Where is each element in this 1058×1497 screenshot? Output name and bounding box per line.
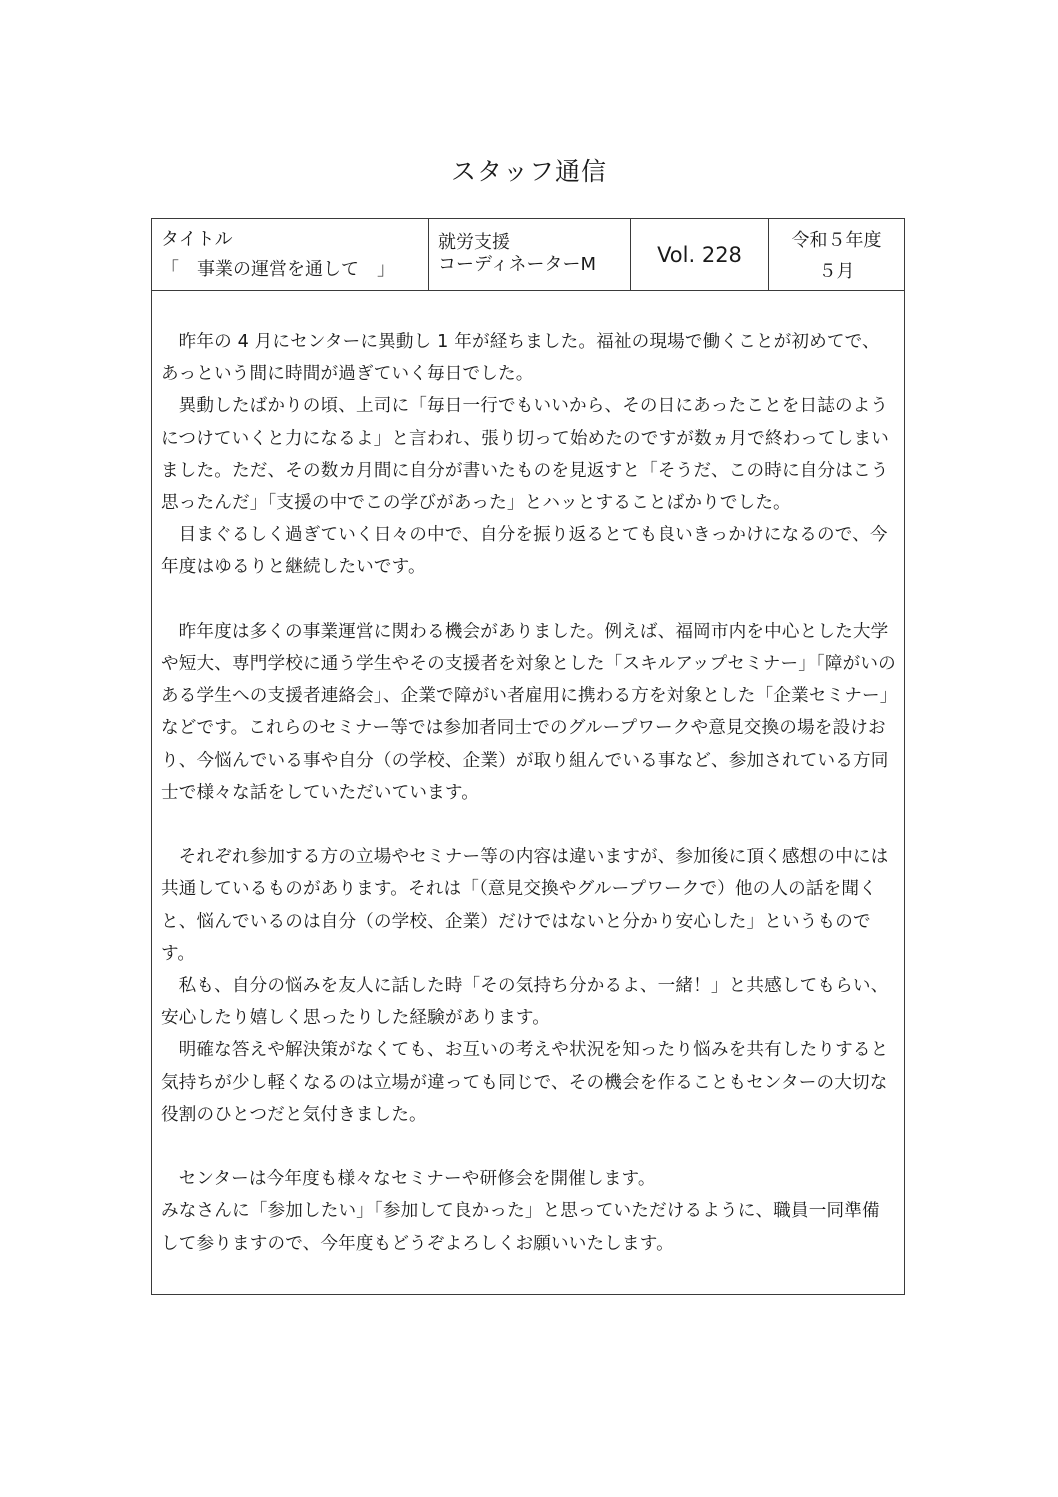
paragraph-spacer [161,1131,897,1163]
author-cell [429,219,631,290]
article-body [161,326,897,1260]
body-paragraph: 異動したばかりの頃、上司に「毎日一行でもいいから、その日にあったことを日誌のようにつけていくと力になるよ」と言われ、張り切って始めたのですが数ヵ月で終わってしまいました。ただ、その数カ月間に自分が書いたものを見返すと「そうだ、この時に自分はこう思ったんだ」「支援の中でこの学びがあった」とハッとすることばかりでした。 [161,396,890,514]
body-paragraph: 明確な答えや解決策がなくても、お互いの考えや状況を知ったり悩みを共有したりすると気持ちが少し軽くなるのは立場が違っても同じで、その機会を作ることもセンターの大切な役割のひとつだと気付きました。 [161,1040,889,1125]
date-cell [769,219,904,290]
body-paragraph: 私も、自分の悩みを友人に話した時「その気持ち分かるよ、一緒！」と共感してもらい、安心したり嬉しく思ったりした経験があります。 [161,976,889,1029]
author-department: 就労支援 [438,232,510,253]
title-label: タイトル [161,229,233,250]
body-paragraph: 昨年の 4 月にセンターに異動し 1 年が経ちました。福祉の現場で働くことが初めてで、あっという間に時間が過ぎていく毎日でした。 [161,332,880,385]
body-paragraph: 目まぐるしく過ぎていく日々の中で、自分を振り返るとても良いきっかけになるので、今年度はゆるりと継続したいです。 [161,525,888,578]
title-cell [152,219,429,290]
newsletter-frame [151,218,905,1295]
volume-cell [631,219,769,290]
body-paragraph: みなさんに「参加したい」「参加して良かった」と思っていただけるように、職員一同準備して参りますので、今年度もどうぞよろしくお願いいたします。 [161,1201,880,1254]
body-paragraph: センターは今年度も様々なセミナーや研修会を開催します。 [178,1169,656,1190]
body-paragraph: 昨年度は多くの事業運営に関わる機会がありました。例えば、福岡市内を中心とした大学や短大、専門学校に通う学生やその支援者を対象とした「スキルアップセミナー」「障がいのある学生への支援者連絡会」、企業で障がい者雇用に携わる方を対象とした「企業セミナー」などです。これらのセミナー等では参加者同士でのグループワークや意見交換の場を設けおり、今悩んでいる事や自分（の学校、企業）が取り組んでいる事など、参加されている方同士で様々な話をしていただいています。 [161,621,896,803]
author-role: コーディネーターM [438,254,597,275]
fiscal-year: 令和５年度 [791,230,882,251]
paragraph-spacer [161,584,897,616]
header-row [152,219,904,291]
volume-number: Vol. 228 [657,242,742,267]
document-title: スタッフ通信 [450,157,607,186]
paragraph-spacer [161,809,897,841]
body-paragraph: それぞれ参加する方の立場やセミナー等の内容は違いますが、参加後に頂く感想の中には共通しているものがあります。それは「（意見交換やグループワークで）他の人の話を聞くと、悩んでいるのは自分（の学校、企業）だけではないと分かり安心した」というものです。 [161,847,889,964]
issue-month: ５月 [818,261,855,282]
article-title: 「 事業の運営を通して 」 [161,259,395,280]
